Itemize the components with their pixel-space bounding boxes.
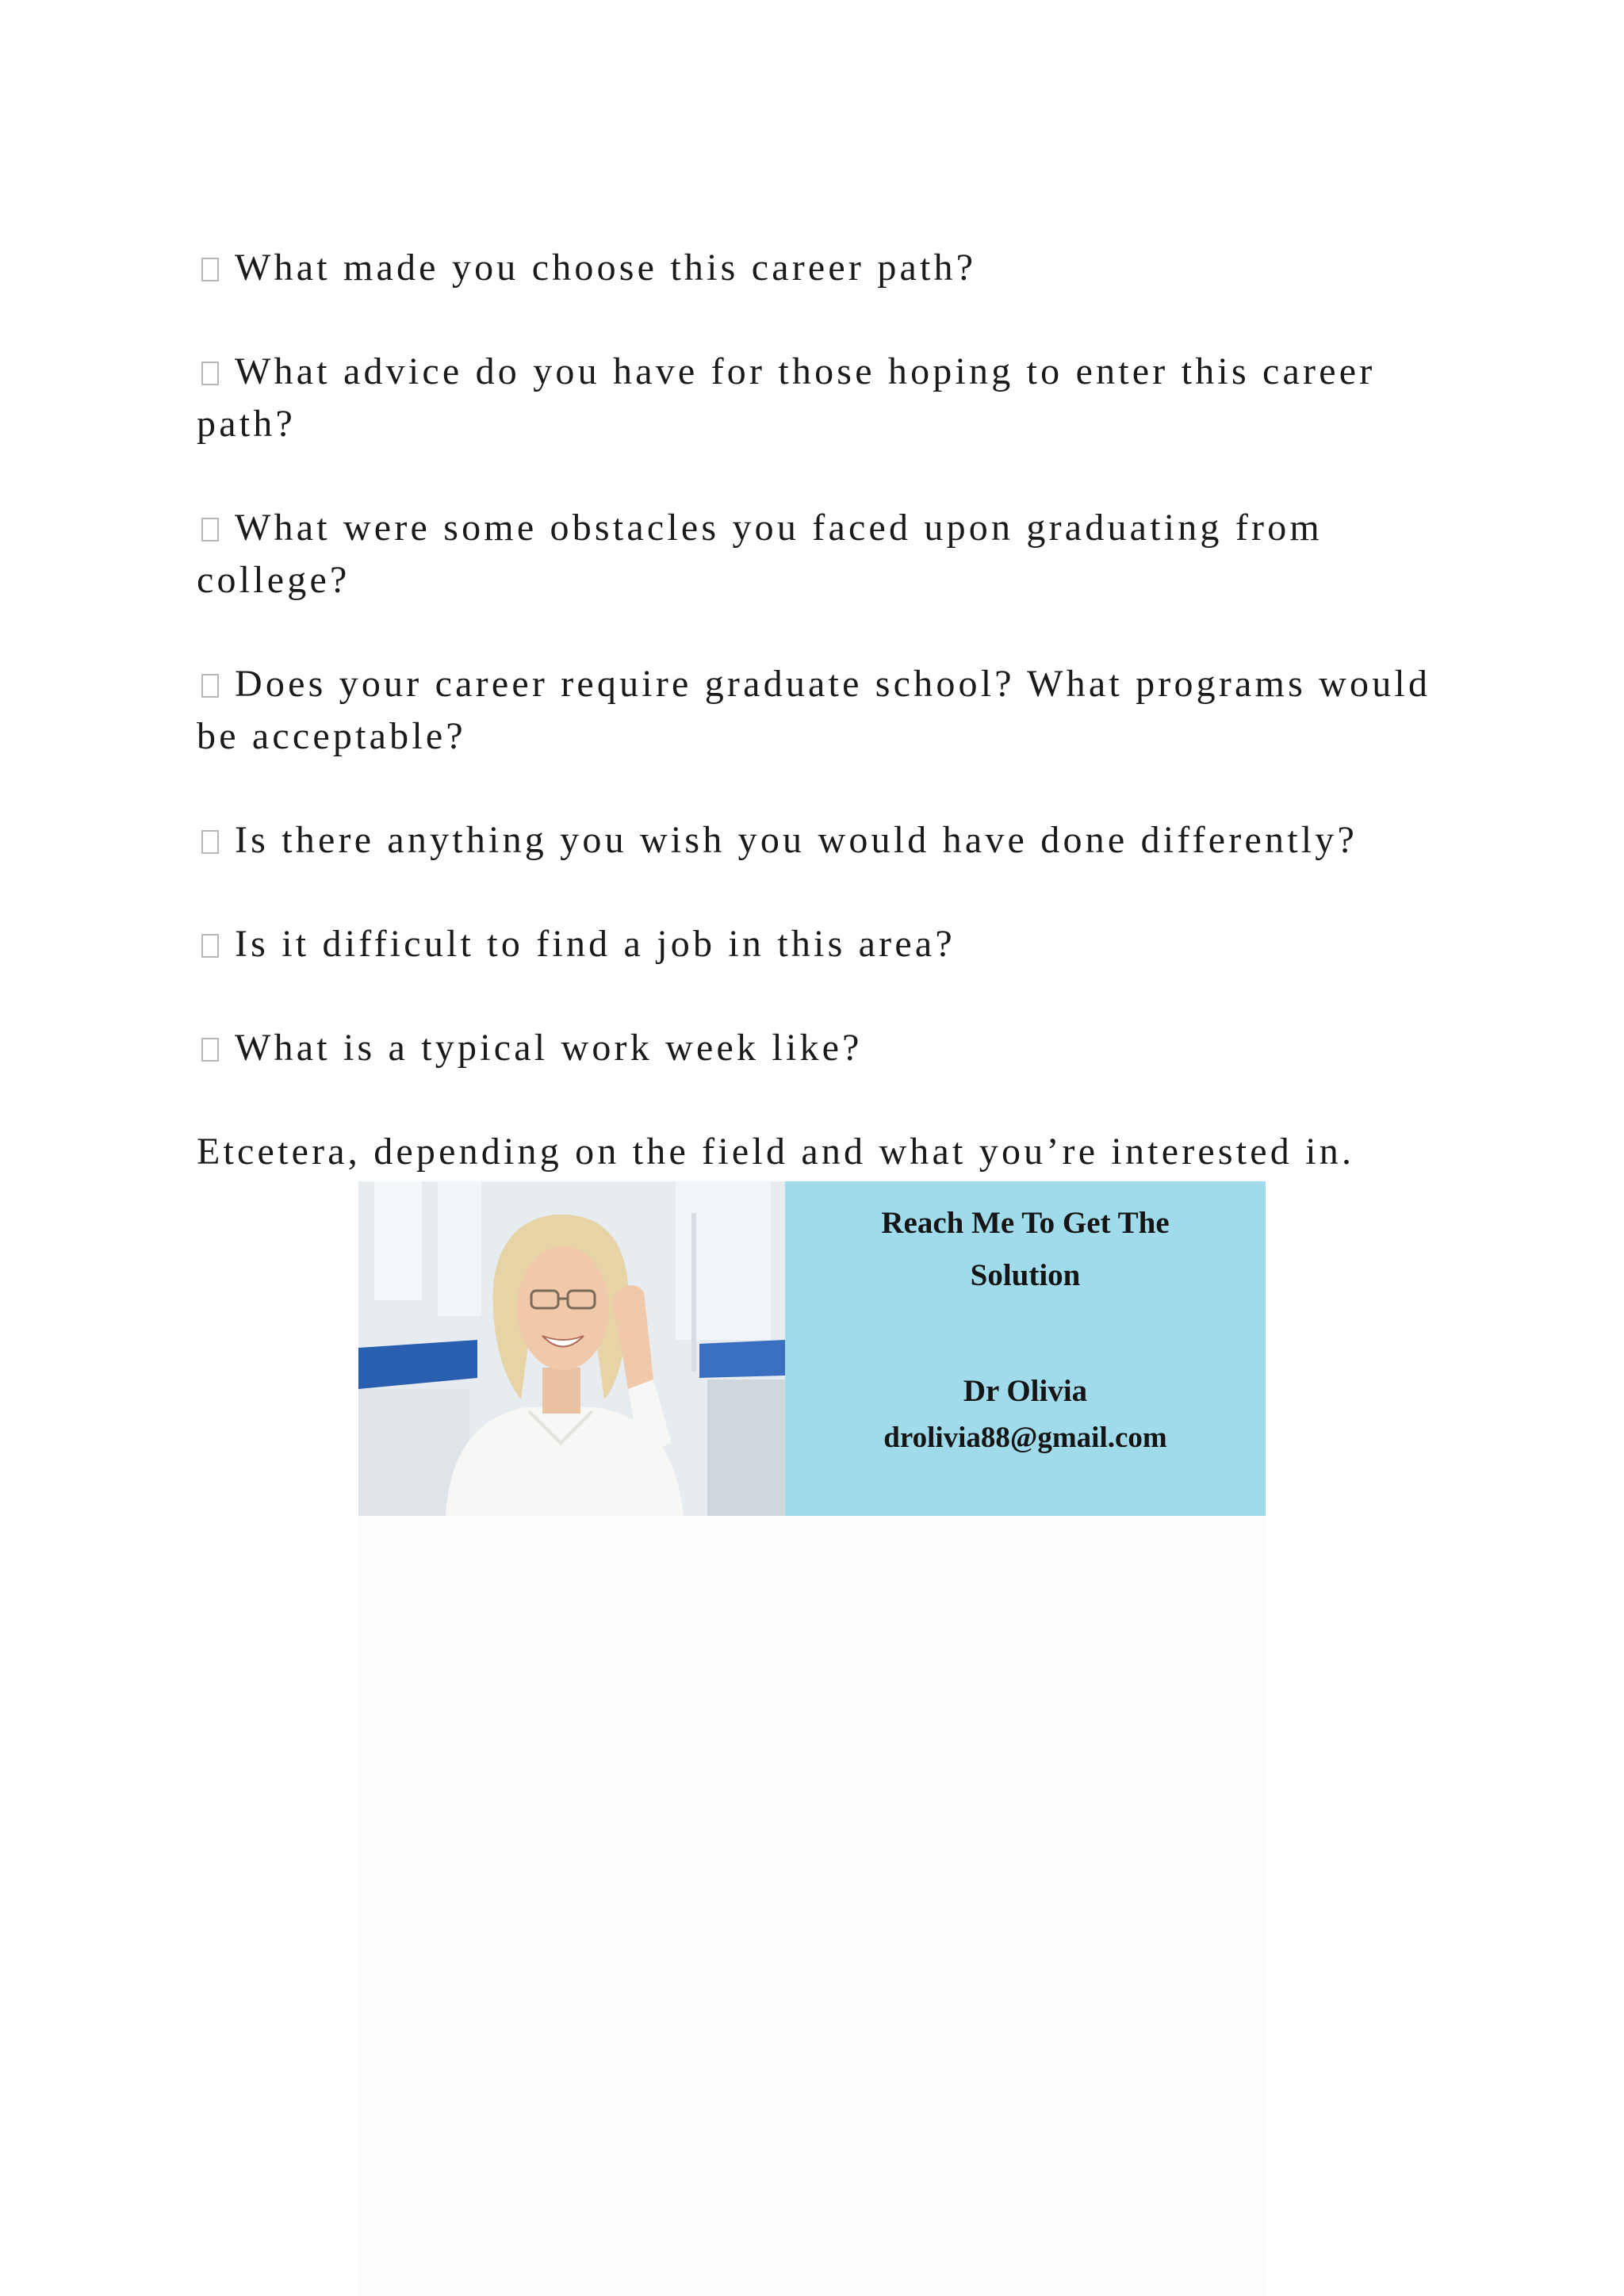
question-item <box>197 346 1450 450</box>
bullet-box-icon <box>201 830 219 854</box>
bullet-box-icon <box>201 518 219 541</box>
contact-name: Dr Olivia <box>963 1374 1088 1408</box>
faint-background-panel <box>358 1514 1266 2296</box>
closing-paragraph: Etcetera, depending on the field and what you’re interested in. <box>197 1131 1355 1173</box>
question-list <box>197 242 1450 1178</box>
question-text: Does your career require graduate school? What programs would be acceptable? <box>197 663 1431 757</box>
question-item <box>197 918 1450 970</box>
question-text: What advice do you have for those hoping to enter this career path? <box>197 350 1376 445</box>
contact-heading-line1: Reach Me To Get The <box>881 1206 1170 1240</box>
question-text: What is a typical work week like? <box>235 1027 863 1069</box>
contact-banner <box>358 1181 1266 1516</box>
bullet-box-icon <box>201 934 219 958</box>
question-text: Is there anything you wish you would have done differently? <box>235 819 1358 861</box>
question-text: Is it difficult to find a job in this area? <box>235 923 956 965</box>
question-item <box>197 502 1450 607</box>
question-item <box>197 658 1450 763</box>
question-item <box>197 814 1450 867</box>
contact-heading-line2: Solution <box>970 1258 1081 1292</box>
woman-photo <box>358 1181 785 1516</box>
question-item <box>197 1022 1450 1074</box>
question-text: What were some obstacles you faced upon graduating from college? <box>197 507 1323 601</box>
bullet-box-icon <box>201 258 219 281</box>
bullet-box-icon <box>201 674 219 698</box>
question-text: What made you choose this career path? <box>235 247 977 289</box>
bullet-box-icon <box>201 1038 219 1062</box>
bullet-box-icon <box>201 362 219 385</box>
question-item <box>197 242 1450 294</box>
contact-panel <box>785 1181 1266 1516</box>
contact-email[interactable]: drolivia88@gmail.com <box>883 1422 1167 1454</box>
